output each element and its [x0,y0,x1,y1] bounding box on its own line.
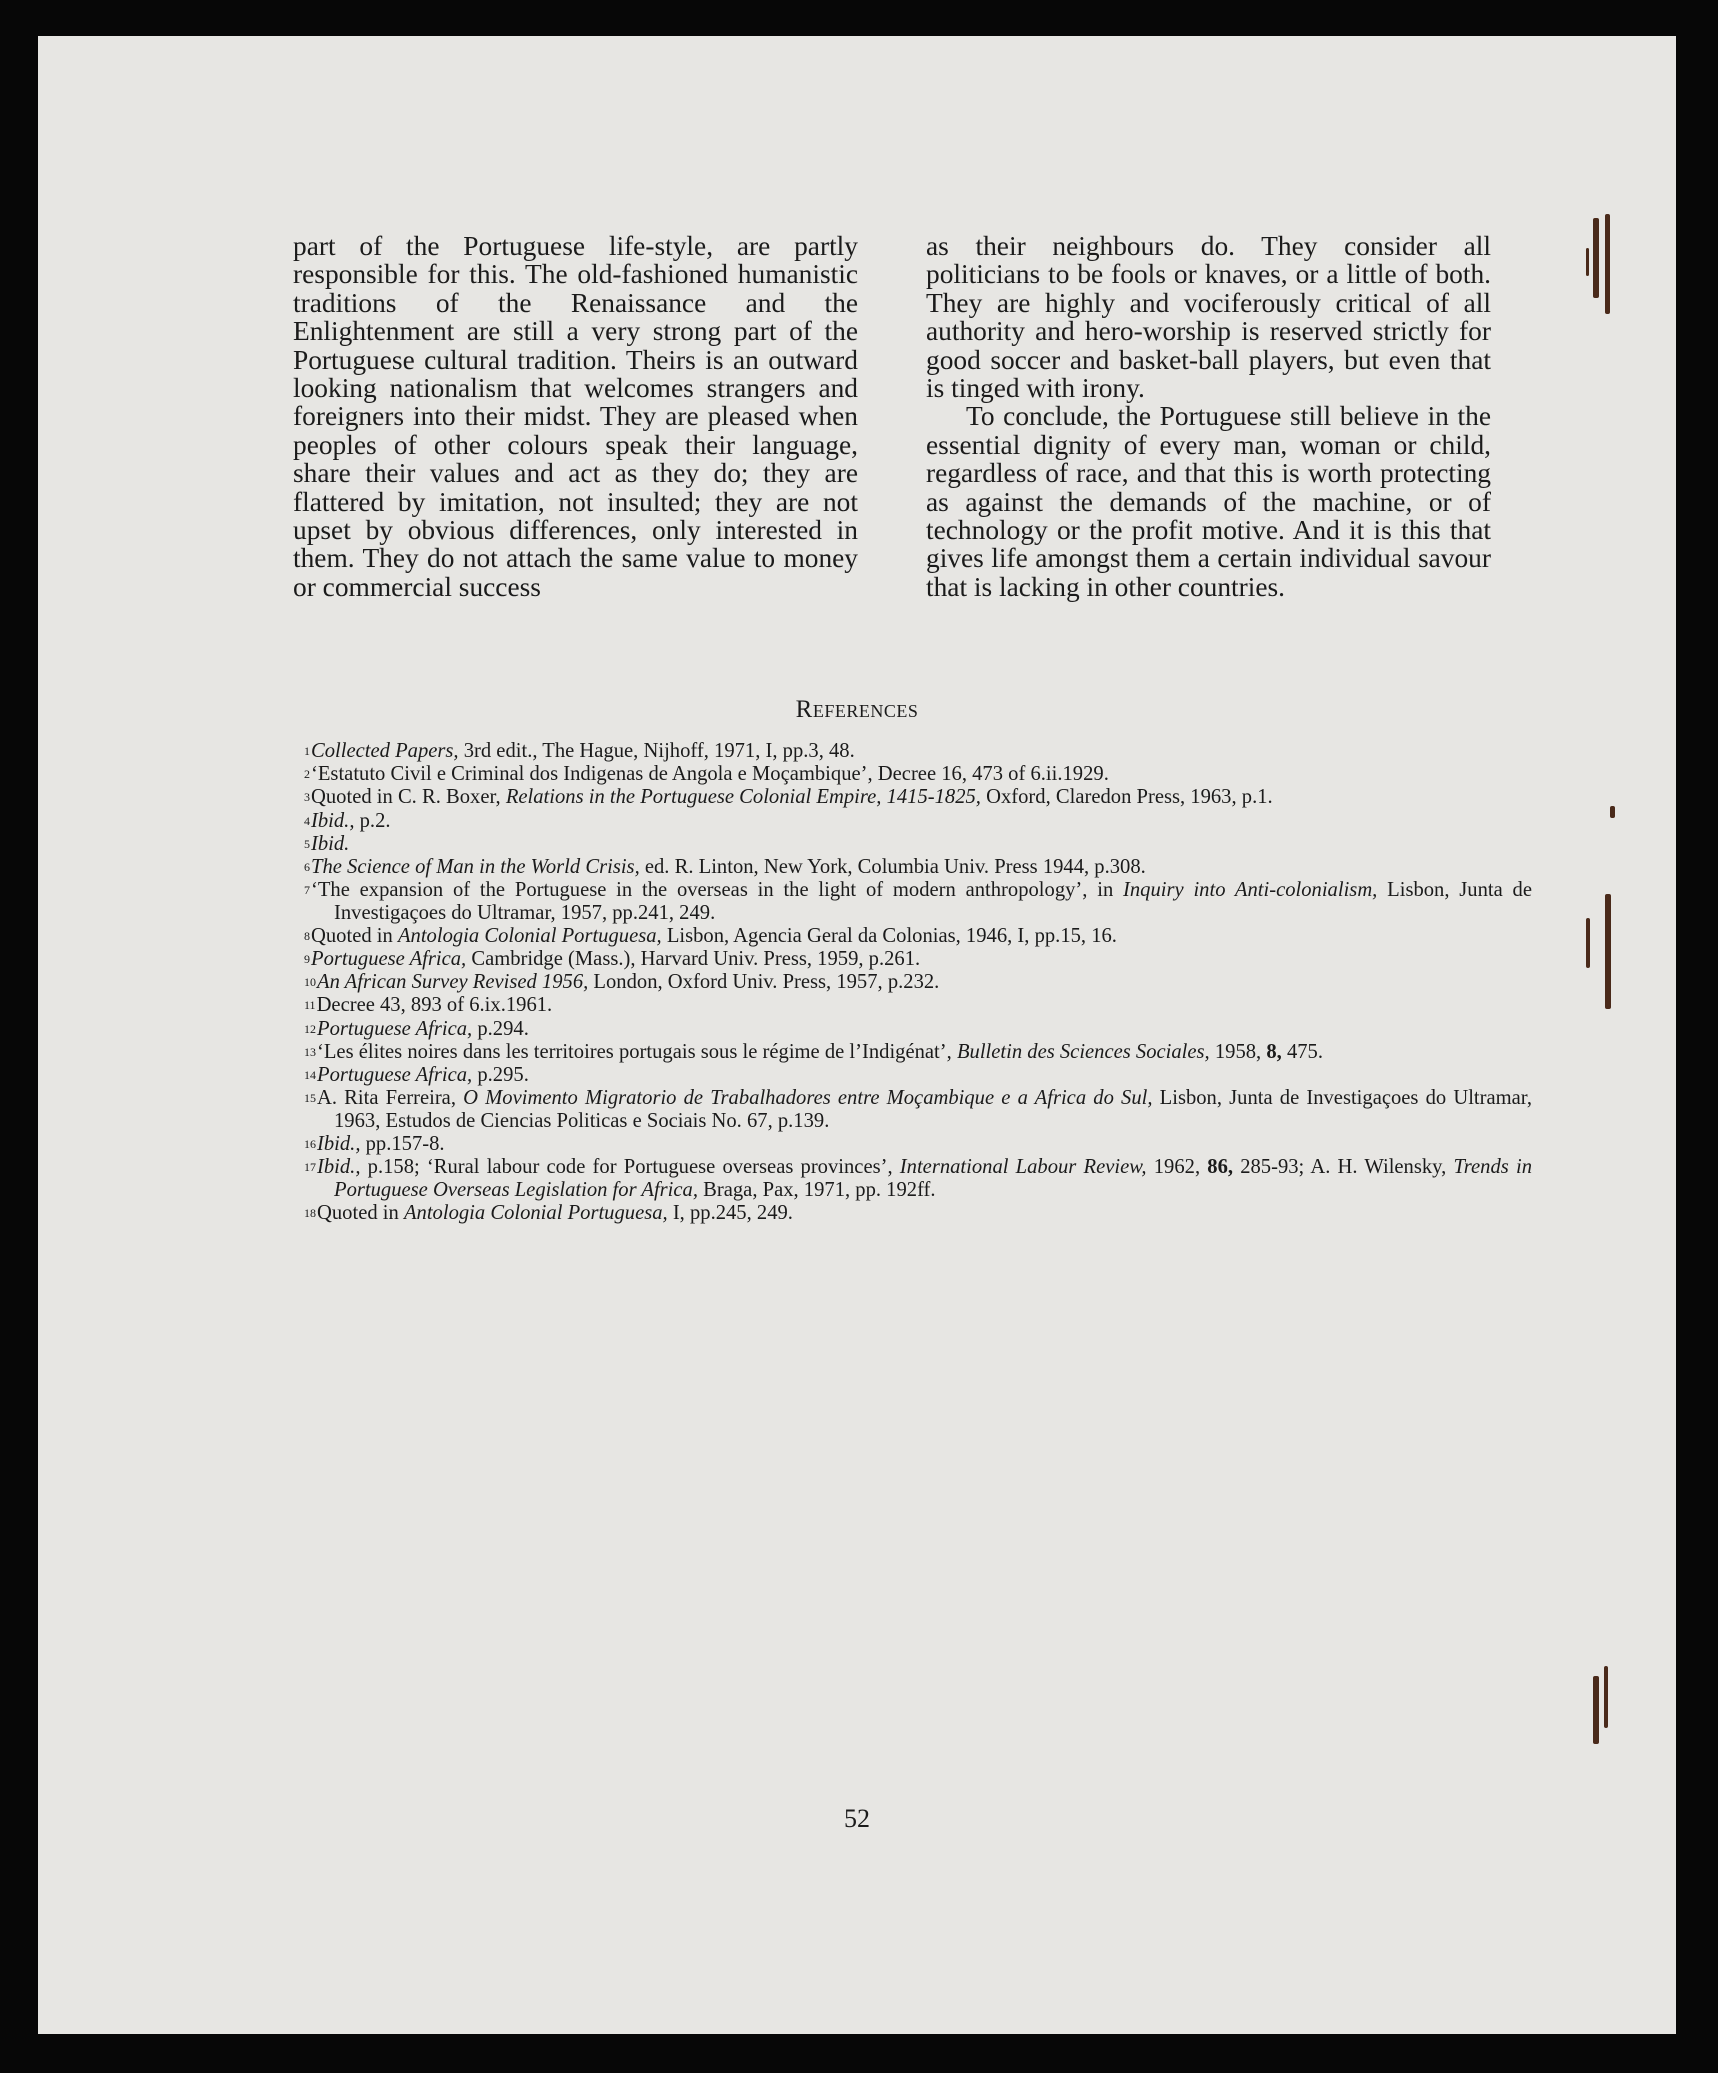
reference-item [304,1133,1532,1156]
reference-text: 8, [1266,1040,1282,1063]
reference-number: 18 [304,1205,316,1220]
reference-number: 13 [304,1044,316,1059]
reference-text: Antologia Colonial Portuguesa, [403,1201,668,1224]
reference-item [304,1064,1532,1087]
references-list [304,740,1532,1225]
reference-text: Collected Papers, [311,740,459,762]
reference-item [304,1018,1532,1041]
binding-stain [1605,214,1610,314]
reference-number: 6 [304,859,310,874]
page-number: 52 [844,1804,870,1833]
reference-text: Lisbon, Junta de Investigaçoes do Ultramar, 1957, pp.241, 249. [334,879,1532,924]
reference-text: p.2. [354,809,391,832]
reference-text: Lisbon, Agencia Geral da Colonias, 1946, I, pp.15, 16. [661,924,1117,947]
reference-number: 8 [304,928,310,943]
reference-text: An African Survey Revised 1956, [317,971,589,994]
reference-text: Quoted in [311,924,398,947]
reference-text: Cambridge (Mass.), Harvard Univ. Press, 1959, p.261. [466,948,921,971]
body-paragraph: as their neighbours do. They consider all politicians to be fools or knaves, or a little of both. They are highly and vociferously critical of all authority and hero-worship is reserved strictly for good soccer and basket-ball players, but even that is tinged with irony. [926,231,1491,404]
reference-text: Braga, Pax, 1971, pp. 192ff. [698,1178,936,1201]
binding-stain [1586,918,1590,968]
reference-number: 9 [304,952,310,967]
body-paragraph: To conclude, the Portuguese still believe in the essential dignity of every man, woman or child, regardless of race, and that this is worth protecting as against the demands of the machine, or of technology or the profit motive. And it is this that gives life amongst them a certain individual savour that is lacking in other countries. [926,401,1491,602]
reference-number: 10 [304,975,316,990]
body-paragraph: part of the Portuguese life-style, are partly responsible for this. The old-fashioned humanistic traditions of the Renaissance and the Enlightenment are still a very strong part of the Portuguese cultural tradition. Theirs is an outward looking nationalism that welcomes strangers and foreigners into their midst. They are pleased when peoples of other colours speak their language, share their values and act as they do; they are flattered by imitation, not insulted; they are not upset by obvious differences, only interested in them. They do not attach the same value to money or commercial success [293,231,858,602]
reference-number: 15 [304,1091,316,1106]
reference-text: ‘The expansion of the Portuguese in the overseas in the light of modern anthropology’, in [311,879,1124,902]
binding-stain [1593,218,1599,298]
document-page [38,36,1676,2034]
reference-text: Ibid., [317,1133,361,1155]
reference-text: ‘Les élites noires dans les territoires portugais sous le régime de l’Indigénat’, [317,1040,957,1063]
binding-stain [1610,806,1615,818]
reference-item [304,786,1532,809]
reference-text: p.158; ‘Rural labour code for Portuguese overseas provinces’, [360,1156,900,1179]
reference-number: 5 [304,836,310,851]
reference-text: ‘Estatuto Civil e Criminal dos Indigenas de Angola e Moçambique’, Decree 16, 473 of 6.ii.1929. [311,763,1109,786]
reference-text: Portuguese Africa, [311,948,467,971]
reference-text: 1962, [1146,1156,1208,1179]
reference-item [304,1087,1532,1132]
reference-text: pp.157-8. [360,1133,445,1155]
reference-item [304,856,1532,879]
reference-number: 1 [304,744,310,758]
reference-item [304,1041,1532,1064]
reference-text: ed. R. Linton, New York, Columbia Univ. Press 1944, p.308. [639,855,1146,878]
reference-item [304,948,1532,971]
reference-number: 3 [304,790,310,805]
reference-text: Trends in Portuguese Overseas Legislation for Africa, [334,1156,1532,1201]
binding-stain [1605,894,1611,1009]
reference-item [304,971,1532,994]
reference-text: Antologia Colonial Portuguesa, [397,924,662,947]
reference-text: Ibid., [317,1156,361,1179]
reference-item [304,1156,1532,1201]
reference-text: Lisbon, Junta de Investigaçoes do Ultramar, 1963, Estudos de Ciencias Politicas e Sociais No. 67, p.139. [334,1087,1532,1132]
reference-text: Portuguese Africa, [317,1064,473,1087]
reference-text: Bulletin des Sciences Sociales, [956,1040,1210,1063]
reference-text: International Labour Review, [899,1156,1147,1179]
reference-text: Oxford, Claredon Press, 1963, p.1. [980,786,1273,809]
reference-number: 11 [304,998,316,1013]
reference-text: 285-93; A. H. Wilensky, [1233,1156,1454,1179]
reference-item [304,994,1532,1017]
reference-number: 2 [304,767,310,782]
reference-text: Portuguese Africa, [317,1017,473,1040]
reference-text: Decree 43, 893 of 6.ix.1961. [316,994,553,1017]
reference-item [304,925,1532,948]
binding-stain [1604,1666,1608,1728]
reference-text: The Science of Man in the World Crisis, [311,855,640,878]
reference-text: 86, [1207,1156,1234,1179]
reference-text: Ibid. [311,832,350,855]
reference-number: 7 [304,883,310,898]
binding-stain [1586,248,1589,276]
left-column [293,232,858,601]
reference-number: 4 [304,813,310,828]
binding-stain [1593,1676,1599,1744]
reference-text: p.295. [472,1064,529,1087]
reference-number: 16 [304,1137,316,1151]
reference-item [304,810,1532,833]
reference-text: Quoted in [317,1201,404,1224]
reference-text: I, pp.245, 249. [667,1201,793,1224]
reference-text: Inquiry into Anti-colonialism, [1123,879,1378,902]
reference-item [304,833,1532,856]
reference-text: London, Oxford Univ. Press, 1957, p.232. [588,971,940,994]
right-column [926,232,1491,601]
reference-text: O Movimento Migratorio de Trabalhadores entre Moçambique e a Africa do Sul, [463,1087,1153,1110]
reference-text: Ibid., [311,809,355,832]
reference-number: 12 [304,1021,316,1036]
reference-text: p.294. [472,1017,529,1040]
reference-item [304,740,1532,763]
reference-text: 1958, [1209,1040,1267,1063]
reference-number: 17 [304,1160,316,1175]
reference-item [304,763,1532,786]
reference-text: Relations in the Portuguese Colonial Empire, 1415-1825, [505,786,981,809]
reference-number: 14 [304,1068,316,1083]
reference-text: 3rd edit., The Hague, Nijhoff, 1971, I, pp.3, 48. [458,740,855,762]
reference-text: Quoted in C. R. Boxer, [311,786,506,809]
reference-item [304,879,1532,924]
reference-text: A. Rita Ferreira, [317,1087,464,1110]
reference-text: 475. [1281,1040,1323,1063]
reference-item [304,1202,1532,1225]
references-heading: References [795,696,919,723]
